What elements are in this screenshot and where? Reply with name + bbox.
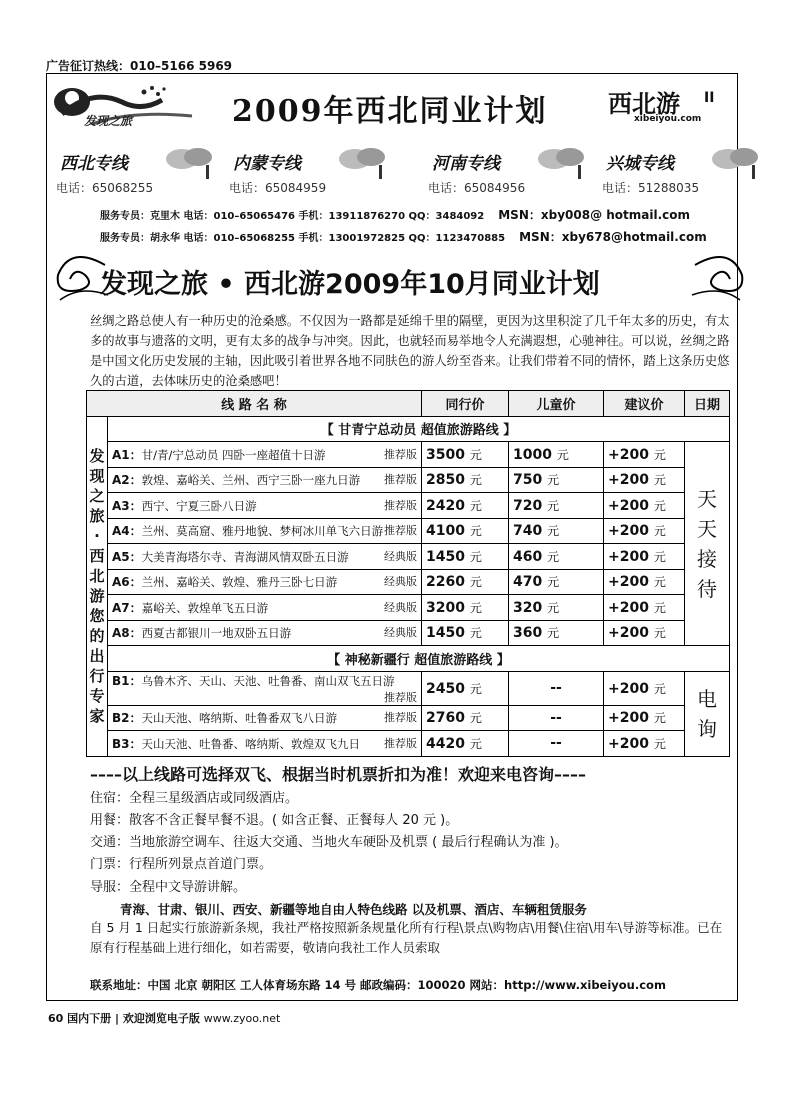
- route-cell: B1：乌鲁木齐、天山、天池、吐鲁番、南山双飞五日游 推荐版: [108, 671, 422, 705]
- availability-phone: 电 询: [685, 671, 730, 756]
- line-name: 河南专线: [432, 154, 500, 174]
- route-cell: B3：天山天池、吐鲁番、喀纳斯、敦煌双飞九日 推荐版: [108, 731, 422, 757]
- footer-sep: |: [115, 1012, 120, 1025]
- table-row: [87, 731, 730, 757]
- group1-title: 【 甘青宁总动员 超值旅游路线 】: [108, 416, 730, 442]
- page-footer: [48, 1010, 280, 1026]
- group2-title: 【 神秘新疆行 超值旅游路线 】: [108, 646, 730, 672]
- peer-price: 2760 元: [422, 705, 509, 731]
- child-price: --: [509, 731, 604, 757]
- peer-price: 2850 元: [422, 467, 509, 493]
- footer-site-link[interactable]: www.zyoo.net: [203, 1012, 281, 1025]
- line-phone: 电话：65068255: [56, 181, 154, 195]
- suggest-price: +200 元: [604, 731, 685, 757]
- child-price: --: [509, 671, 604, 705]
- child-price: 360 元: [509, 620, 604, 646]
- header-suggest: 建议价: [604, 391, 685, 417]
- cloud-icon: [708, 145, 762, 181]
- suggest-price: +200 元: [604, 467, 685, 493]
- child-price: 470 元: [509, 569, 604, 595]
- suggest-price: +200 元: [604, 442, 685, 468]
- intro-paragraph: 丝绸之路总使人有一种历史的沧桑感。不仅因为一路都是延绵千里的隔壁，更因为这里积淀了几千年太多的历史，有太多的故事与遗落的文明，更有太多的战争与冲突。因此，也就轻而易举地令人充满遐想，心驰神往。可以说，丝绸之路是中国文化历史发展的主轴，因此吸引着世界各地不同肤色的游人纷至沓来。让我们带着不同的情怀，踏上这条历史悠久的古道，去体味历史的沧桑感吧！: [90, 314, 730, 388]
- service-msn: MSN：xby678@hotmail.com: [519, 230, 707, 244]
- xibeiyou-logo-url: xibeiyou.com: [634, 114, 702, 124]
- route-cell: A7：嘉峪关、敦煌单飞五日游 经典版: [108, 595, 422, 621]
- special-services: 青海、甘肃、银川、西安、新疆等地自由人特色线路 以及机票、酒店、车辆租赁服务: [120, 902, 587, 917]
- suggest-price: +200 元: [604, 518, 685, 544]
- line-name: 西北专线: [60, 154, 128, 174]
- flourish-right-icon: [690, 245, 750, 305]
- peer-price: 2450 元: [422, 671, 509, 705]
- availability-daily: 天 天 接 待: [685, 442, 730, 646]
- routes-table: [86, 390, 730, 757]
- table-header-row: [87, 391, 730, 417]
- table-row: [87, 569, 730, 595]
- route-cell: A8：西夏古都银川一地双卧五日游 经典版: [108, 620, 422, 646]
- suggest-price: +200 元: [604, 569, 685, 595]
- consult-banner: ––––以上线路可选择双飞、根据当时机票折扣为准！欢迎来电咨询––––: [90, 765, 587, 784]
- route-cell: A4：兰州、莫高窟、雅丹地貌、梦柯冰川单飞六日游 推荐版: [108, 518, 422, 544]
- suggest-price: +200 元: [604, 595, 685, 621]
- service-text: 服务专员：克里木 电话：010–65065476 手机：13911876270 QQ：3484092: [100, 211, 485, 222]
- service-contact-1: [100, 206, 690, 223]
- info-lodging: 住宿：全程三星级酒店或同级酒店。: [90, 791, 299, 806]
- child-price: 740 元: [509, 518, 604, 544]
- child-price: 460 元: [509, 544, 604, 570]
- peer-price: 4100 元: [422, 518, 509, 544]
- info-transport: 交通：当地旅游空调车、往返大交通、当地火车硬卧及机票 ( 最后行程确认为准 )。: [90, 835, 568, 850]
- header-child: 儿童价: [509, 391, 604, 417]
- service-msn: MSN：xby008@ hotmail.com: [498, 208, 691, 222]
- info-guide: 导服：全程中文导游讲解。: [90, 880, 247, 895]
- peer-price: 3200 元: [422, 595, 509, 621]
- line-name: 内蒙专线: [233, 154, 301, 174]
- child-price: 750 元: [509, 467, 604, 493]
- suggest-price: +200 元: [604, 493, 685, 519]
- suggest-price: +200 元: [604, 620, 685, 646]
- cloud-icon: [162, 145, 216, 181]
- footer-section: 国内下册: [67, 1012, 112, 1025]
- info-tickets: 门票：行程所列景点首道门票。: [90, 857, 273, 872]
- header-title: 2009年西北同业计划: [232, 94, 548, 129]
- xibeiyou-logo-roman: II: [704, 90, 715, 106]
- header-route: 线 路 名 称: [87, 391, 422, 417]
- cloud-icon: [534, 145, 588, 181]
- table-row: [87, 595, 730, 621]
- route-cell: A1：甘/青/宁总动员 四卧一座超值十日游 推荐版: [108, 442, 422, 468]
- route-cell: A5：大美青海塔尔寺、青海湖风情双卧五日游 经典版: [108, 544, 422, 570]
- suggest-price: +200 元: [604, 671, 685, 705]
- xibeiyou-logo-text: 西北游: [608, 89, 680, 118]
- table-row: [87, 442, 730, 468]
- route-cell: B2：天山天池、喀纳斯、吐鲁番双飞八日游 推荐版: [108, 705, 422, 731]
- header-date: 日期: [685, 391, 730, 417]
- line-card-inner-mongolia: [225, 145, 395, 197]
- suggest-price: +200 元: [604, 705, 685, 731]
- info-meals: 用餐：散客不含正餐早餐不退。( 如含正餐、正餐每人 20 元 )。: [90, 813, 459, 828]
- contact-address: 联系地址：中国 北京 朝阳区 工人体育场东路 14 号 邮政编码：100020 网站：http://www.xibeiyou.com: [90, 978, 666, 992]
- line-phone: 电话：65084956: [428, 181, 526, 195]
- xibeiyou-logo: [600, 82, 730, 128]
- header-peer: 同行价: [422, 391, 509, 417]
- service-text: 服务专员：胡永华 电话：010–65068255 手机：13001972825 QQ：1123470885: [100, 233, 506, 244]
- side-label: 发 现 之 旅 · 西 北 游 您 的 出 行 专 家: [87, 416, 108, 756]
- child-price: 1000 元: [509, 442, 604, 468]
- peer-price: 1450 元: [422, 620, 509, 646]
- line-phone: 电话：65084959: [229, 181, 327, 195]
- line-card-xingcheng: [598, 145, 768, 197]
- line-card-northwest: [52, 145, 222, 197]
- ad-hotline: 广告征订热线：010–5166 5969: [46, 59, 233, 73]
- table-row: [87, 467, 730, 493]
- peer-price: 2260 元: [422, 569, 509, 595]
- table-row: [87, 493, 730, 519]
- table-row: [87, 671, 730, 705]
- cloud-icon: [335, 145, 389, 181]
- peer-price: 3500 元: [422, 442, 509, 468]
- service-contact-2: [100, 228, 707, 245]
- table-row: [87, 544, 730, 570]
- line-card-henan: [424, 145, 594, 197]
- discovery-logo-text: 发现之旅: [84, 114, 133, 128]
- peer-price: 1450 元: [422, 544, 509, 570]
- footer-slogan: 欢迎浏览电子版: [122, 1012, 200, 1025]
- suggest-price: +200 元: [604, 544, 685, 570]
- group-title-row: [87, 646, 730, 672]
- table-row: [87, 620, 730, 646]
- page-number: 60: [48, 1012, 64, 1025]
- child-price: 320 元: [509, 595, 604, 621]
- route-cell: A3：西宁、宁夏三卧八日游 推荐版: [108, 493, 422, 519]
- table-row: [87, 518, 730, 544]
- group-title-row: [87, 416, 730, 442]
- main-title: 发现之旅 • 西北游2009年10月同业计划: [100, 269, 600, 300]
- child-price: --: [509, 705, 604, 731]
- route-cell: A2：敦煌、嘉峪关、兰州、西宁三卧一座九日游 推荐版: [108, 467, 422, 493]
- line-name: 兴城专线: [606, 154, 674, 174]
- line-phone: 电话：51288035: [602, 181, 700, 195]
- table-row: [87, 705, 730, 731]
- route-cell: A6：兰州、嘉峪关、敦煌、雅丹三卧七日游 经典版: [108, 569, 422, 595]
- regulation-notice: 自 5 月 1 日起实行旅游新条规，我社严格按照新条规量化所有行程\景点\购物店\用餐\住宿\用车\导游等标准。已在原有行程基础上进行细化，如若需要，敬请向我社工作人员索取: [90, 920, 723, 955]
- peer-price: 4420 元: [422, 731, 509, 757]
- peer-price: 2420 元: [422, 493, 509, 519]
- child-price: 720 元: [509, 493, 604, 519]
